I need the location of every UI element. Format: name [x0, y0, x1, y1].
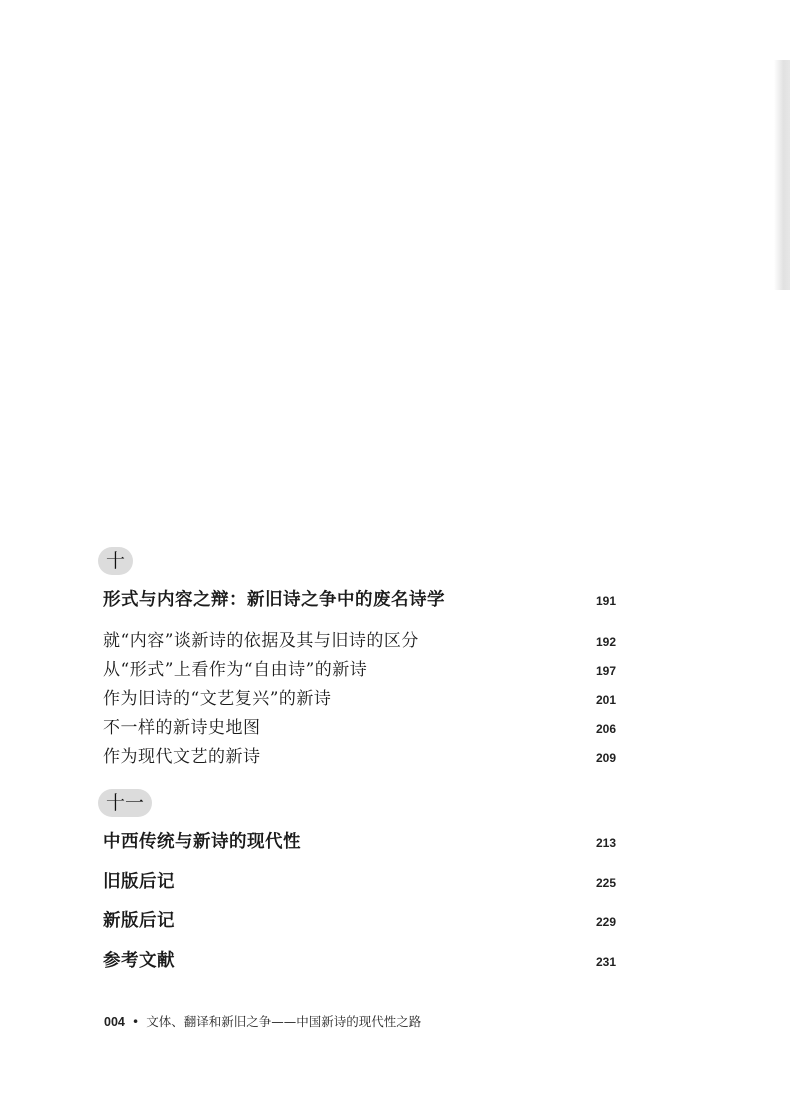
toc-entry-page: 231 — [595, 955, 616, 969]
toc-entry-title: 就“内容”谈新诗的依据及其与旧诗的区分 — [103, 631, 419, 651]
toc-entry-title: 从“形式”上看作为“自由诗”的新诗 — [103, 660, 368, 680]
toc-entry[interactable] — [103, 947, 616, 972]
toc-entry-page: 209 — [595, 751, 616, 765]
toc-entry[interactable] — [103, 907, 616, 932]
toc-entry[interactable] — [103, 828, 616, 853]
toc-entry[interactable] — [103, 868, 616, 893]
toc-entry-title: 作为现代文艺的新诗 — [103, 747, 261, 767]
footer-page-number: 004 — [104, 1015, 125, 1029]
toc-entry[interactable] — [103, 713, 616, 738]
toc-entry[interactable] — [103, 742, 616, 767]
toc-entry-title: 形式与内容之辩：新旧诗之争中的废名诗学 — [103, 590, 445, 610]
toc-entry-page: 213 — [595, 836, 616, 850]
toc-entry-title: 旧版后记 — [103, 872, 175, 892]
toc-entry-title: 新版后记 — [103, 911, 175, 931]
toc-entry-title: 参考文献 — [103, 951, 175, 971]
toc-entry-title: 作为旧诗的“文艺复兴”的新诗 — [103, 689, 332, 709]
toc-entry-page: 201 — [595, 693, 616, 707]
toc-entry-page: 206 — [595, 722, 616, 736]
footer-separator: • — [131, 1014, 140, 1029]
section-badge-11: 十一 — [98, 789, 152, 817]
page-edge-shadow — [774, 60, 790, 290]
toc-entry-title: 不一样的新诗史地图 — [103, 718, 261, 738]
toc-entry[interactable] — [103, 684, 616, 709]
toc-entry[interactable] — [103, 586, 616, 611]
toc-entry-page: 225 — [595, 876, 616, 890]
toc-entry[interactable] — [103, 655, 616, 680]
toc-entry-page: 229 — [595, 915, 616, 929]
toc-entry[interactable] — [103, 626, 616, 651]
toc-entry-page: 197 — [595, 664, 616, 678]
footer-book-title: 文体、翻译和新旧之争——中国新诗的现代性之路 — [146, 1014, 422, 1029]
section-badge-10: 十 — [98, 547, 133, 575]
toc-entry-page: 191 — [595, 594, 616, 608]
toc-entry-page: 192 — [595, 635, 616, 649]
toc-entry-title: 中西传统与新诗的现代性 — [103, 832, 301, 852]
page-footer — [104, 1012, 421, 1030]
